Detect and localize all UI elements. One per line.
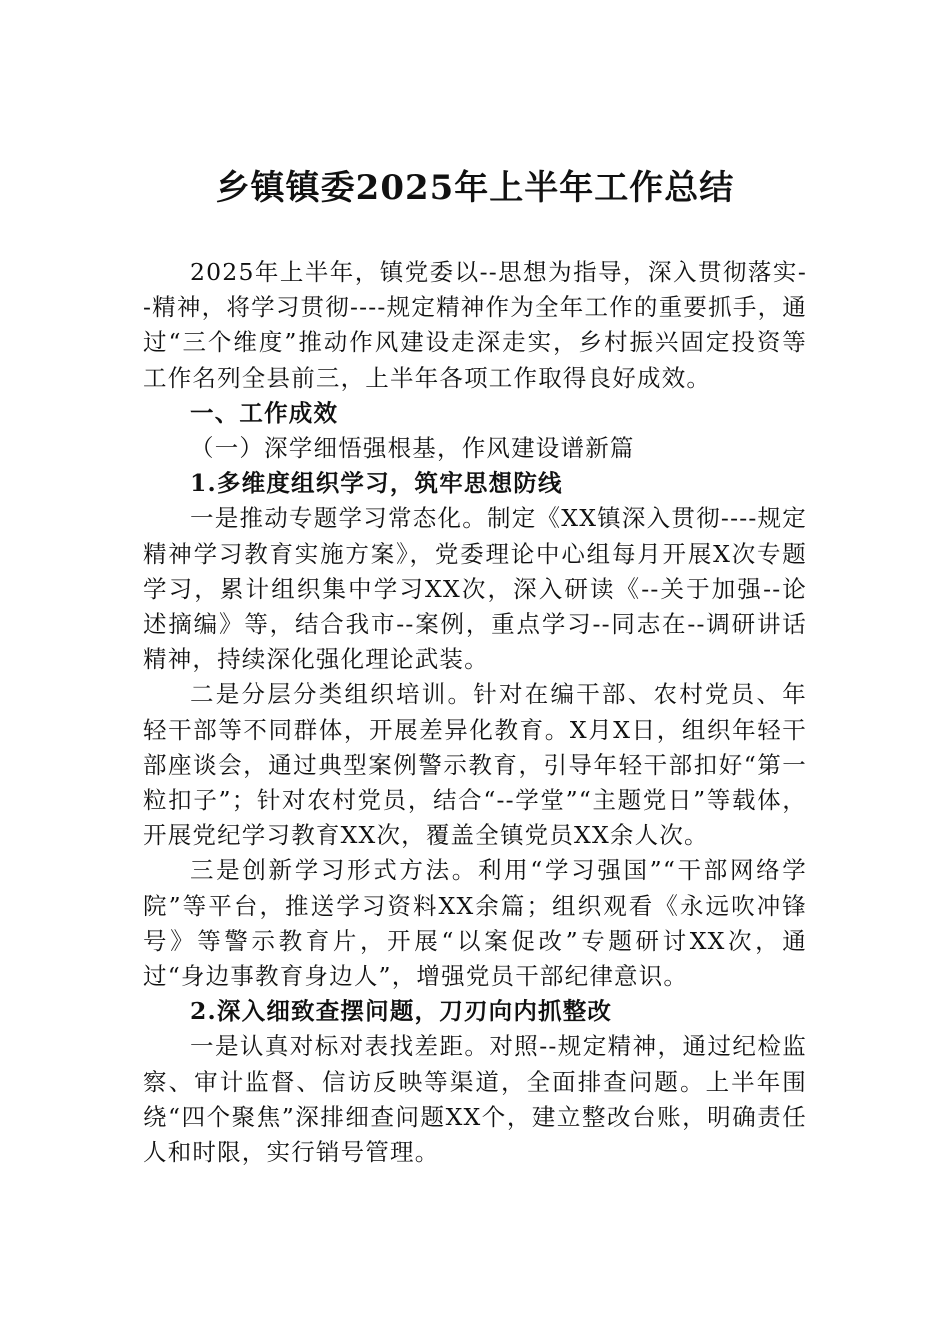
item-heading: 1.多维度组织学习，筑牢思想防线 <box>190 469 563 498</box>
body-paragraph: 一是推动专题学习常态化。制定《XX镇深入贯彻----规定精神学习教育实施方案》，党委理论中心组每月开展X次专题学习，累计组织集中学习XX次，深入研读《--关于加强--论述摘编》等，结合我市--案例，重点学习--同志在--调研讲话精神，持续深化强化理论武装。 <box>143 504 807 674</box>
item-heading: 2.深入细致查摆问题，刀刃向内抓整改 <box>190 997 613 1026</box>
document-body <box>143 255 807 1170</box>
section-heading: 一、工作成效 <box>190 398 339 427</box>
subsection-heading: （一）深学细悟强根基，作风建设谱新篇 <box>190 434 635 463</box>
document-title: 乡镇镇委2025年上半年工作总结 <box>215 168 735 208</box>
body-paragraph: 一是认真对标对表找差距。对照--规定精神，通过纪检监察、审计监督、信访反映等渠道，全面排查问题。上半年围绕“四个聚焦”深排细查问题XX个，建立整改台账，明确责任人和时限，实行销号管理。 <box>143 1032 807 1167</box>
body-paragraph: 二是分层分类组织培训。针对在编干部、农村党员、年轻干部等不同群体，开展差异化教育。X月X日，组织年轻干部座谈会，通过典型案例警示教育，引导年轻干部扣好“第一粒扣子”；针对农村党员，结合“--学堂”“主题党日”等载体，开展党纪学习教育XX次，覆盖全镇党员XX余人次。 <box>143 680 807 850</box>
body-paragraph: 三是创新学习形式方法。利用“学习强国”“干部网络学院”等平台，推送学习资料XX余篇；组织观看《永远吹冲锋号》等警示教育片，开展“以案促改”专题研讨XX次，通过“身边事教育身边人”，增强党员干部纪律意识。 <box>143 856 807 991</box>
intro-paragraph: 2025年上半年，镇党委以--思想为指导，深入贯彻落实--精神，将学习贯彻----规定精神作为全年工作的重要抓手，通过“三个维度”推动作风建设走深走实，乡村振兴固定投资等工作名列全县前三，上半年各项工作取得良好成效。 <box>143 258 807 392</box>
